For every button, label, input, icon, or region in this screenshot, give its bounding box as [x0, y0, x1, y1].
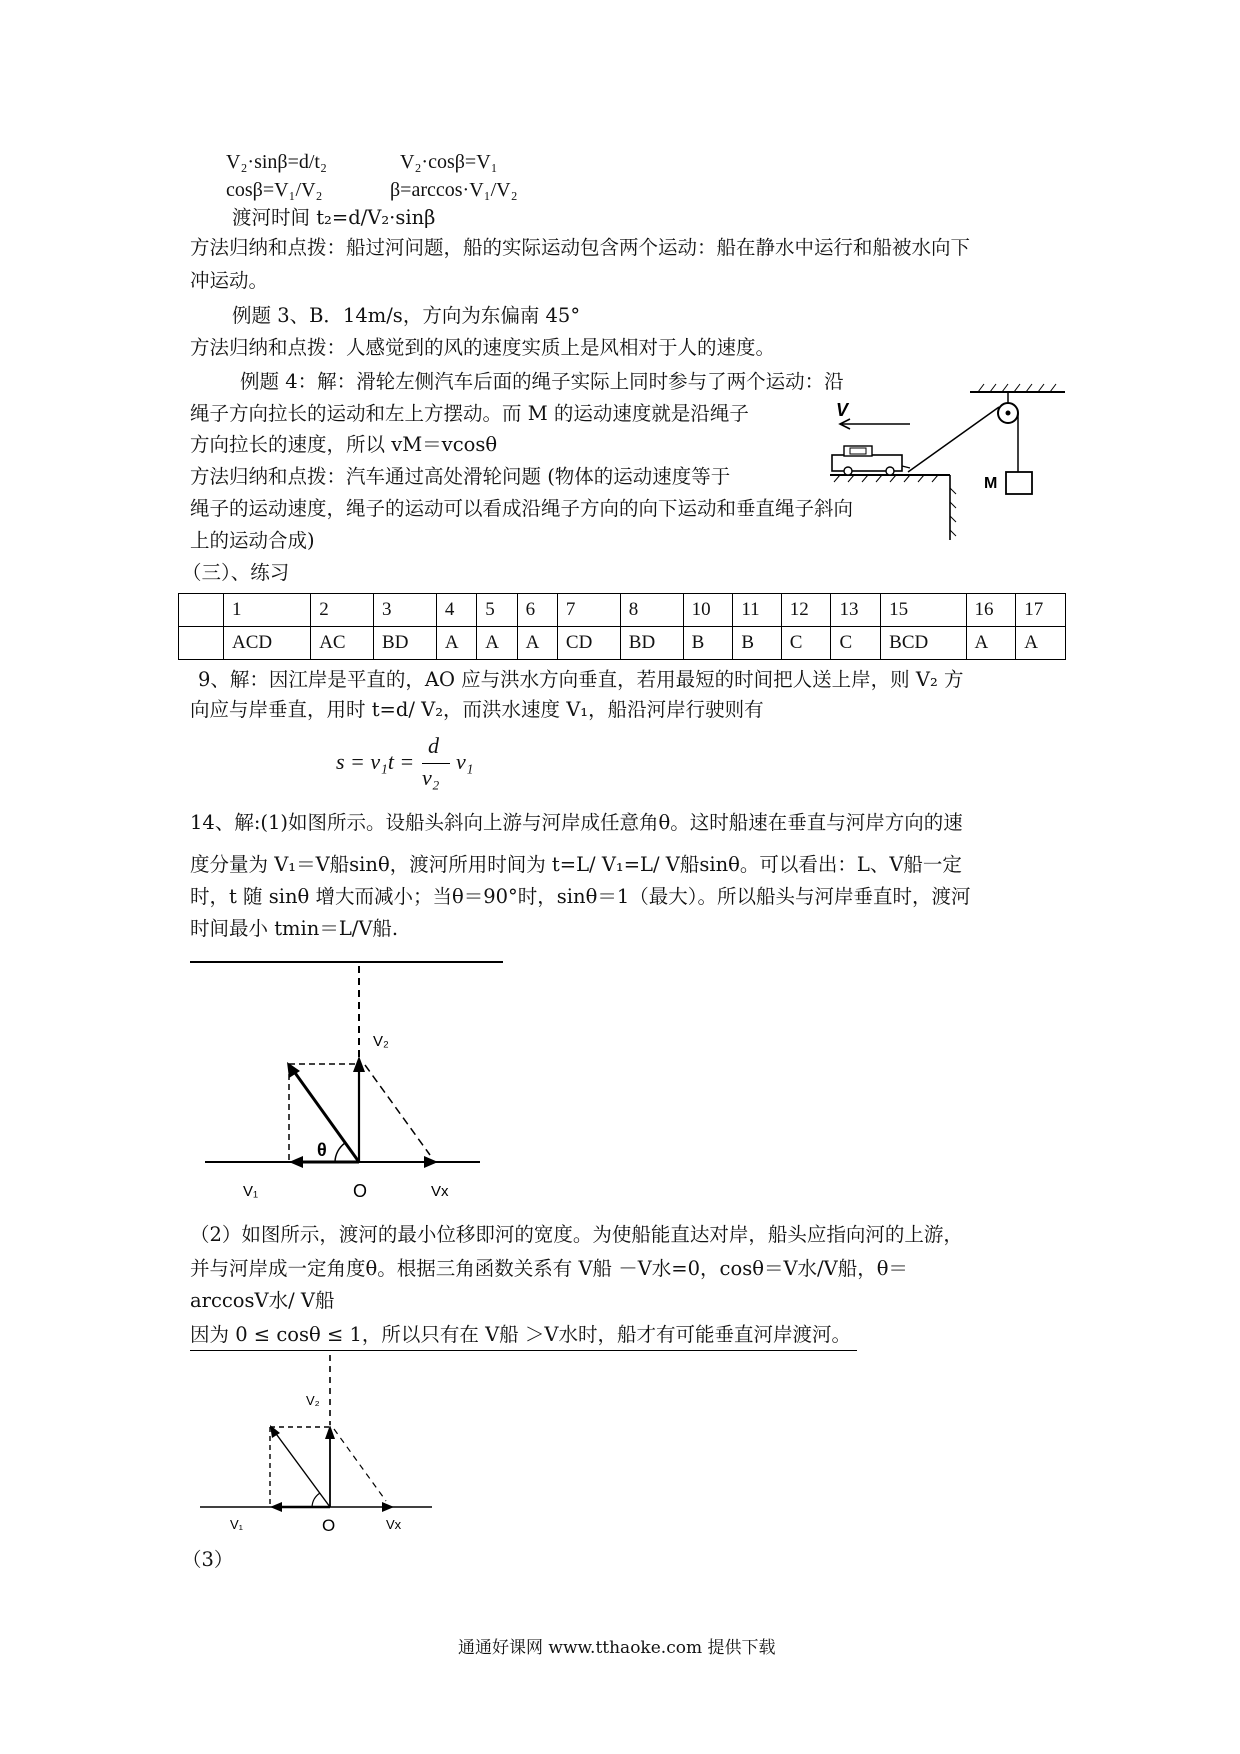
table-cell: A [966, 627, 1016, 660]
part-2-line-1: （2）如图所示，渡河的最小位移即河的宽度。为使船能直达对岸，船头应指向河的上游， [190, 1223, 963, 1246]
table-cell: B [683, 627, 733, 660]
eq-line-1b: V₂·cosβ=V₁ [400, 151, 498, 173]
method-note-3-line-3: 上的运动合成) [190, 529, 315, 552]
table-cell: 2 [311, 594, 374, 627]
table-cell: 7 [557, 594, 620, 627]
method-note-2: 方法归纳和点拨：人感觉到的风的速度实质上是风相对于人的速度。 [190, 336, 776, 359]
table-cell: C [781, 627, 831, 660]
method-note-3: 方法归纳和点拨：汽车通过高处滑轮问题 (物体的运动速度等于 [190, 465, 731, 488]
eq-line-2b: β=arccos·V₁/V₂ [390, 179, 518, 201]
theta-label: θ [317, 1140, 327, 1160]
table-row [179, 627, 1066, 660]
practice-heading: （三）、练习 [182, 561, 290, 584]
velocity-diagram-2 [200, 1355, 440, 1555]
eq-line-2a: cosβ=V₁/V₂ [226, 179, 323, 201]
distance-formula [336, 733, 496, 793]
example-4-line-2: 绳子方向拉长的运动和左上方摆动。而 M 的运动速度就是沿绳子 [190, 402, 749, 425]
table-cell: 10 [683, 594, 733, 627]
table-cell: ACD [224, 627, 311, 660]
table-cell: 8 [620, 594, 683, 627]
v2-label: V₂ [306, 1393, 320, 1408]
formula-rhs: v₁ [456, 749, 474, 774]
part-2-line-2: 并与河岸成一定角度θ。根据三角函数关系有 V船 －V水=0，cosθ＝V水/V船，θ＝ [190, 1257, 908, 1280]
table-cell: A [436, 627, 476, 660]
example-3-answer: 例题 3、B．14m/s，方向为东偏南 45° [232, 304, 581, 327]
table-cell: 5 [477, 594, 517, 627]
table-cell: 15 [881, 594, 966, 627]
table-cell: 12 [781, 594, 831, 627]
pulley-v-label: V [836, 400, 849, 420]
crossing-time-line: 渡河时间 t₂=d/V₂·sinβ [232, 206, 436, 229]
table-cell: 3 [374, 594, 437, 627]
table-cell: BCD [881, 627, 966, 660]
method-note-3-line-2: 绳子的运动速度，绳子的运动可以看成沿绳子方向的向下运动和垂直绳子斜向 [190, 497, 854, 520]
velocity-diagram-1 [185, 950, 505, 1205]
part-2-line-3: arccosV水/ V船 [190, 1289, 335, 1312]
table-cell: A [1016, 627, 1066, 660]
v2-label: V₂ [373, 1033, 389, 1050]
page-footer: 通通好课网 www.tthaoke.com 提供下载 [458, 1638, 776, 1658]
table-cell: 11 [733, 594, 781, 627]
table-cell: 13 [831, 594, 881, 627]
table-cell: A [477, 627, 517, 660]
problem-14-line-1: 14、解:(1)如图所示。设船头斜向上游与河岸成任意角θ。这时船速在垂直与河岸方向的速 [190, 811, 963, 834]
formula-numerator: d [428, 733, 439, 758]
v1-label: V₁ [243, 1183, 259, 1200]
table-cell: 6 [517, 594, 557, 627]
origin-label: O [322, 1516, 336, 1535]
vx-label: Vx [431, 1183, 449, 1200]
table-cell: 16 [966, 594, 1016, 627]
vx-label: Vx [386, 1517, 402, 1532]
table-cell: AC [311, 627, 374, 660]
table-cell: BD [620, 627, 683, 660]
problem-14-line-2: 度分量为 V₁＝V船sinθ，渡河所用时间为 t=L/ V₁=L/ V船sinθ。可以看出：L、V船一定 [190, 853, 962, 876]
method-note-1-cont: 冲运动。 [190, 269, 269, 292]
formula-denominator: v₂ [422, 765, 440, 790]
eq-line-1a: V₂·sinβ=d/t₂ [226, 151, 327, 173]
table-row [179, 594, 1066, 627]
formula-lhs: s = v₁t = [336, 749, 415, 774]
pulley-m-label: M [984, 475, 998, 492]
table-cell: 17 [1016, 594, 1066, 627]
pulley-diagram [820, 380, 1080, 540]
problem-14-line-4: 时间最小 tmin＝L/V船. [190, 917, 399, 940]
problem-9-line-2: 向应与岸垂直，用时 t=d/ V₂，而洪水速度 V₁，船沿河岸行驶则有 [190, 698, 764, 721]
table-cell: C [831, 627, 881, 660]
formula-bar [422, 763, 450, 764]
table-cell: 4 [436, 594, 476, 627]
table-cell: BD [374, 627, 437, 660]
part-2-line-4: 因为 0 ≤ cosθ ≤ 1，所以只有在 V船 ＞V水时，船才有可能垂直河岸渡河。 [190, 1320, 857, 1351]
method-note-1: 方法归纳和点拨：船过河问题，船的实际运动包含两个运动：船在静水中运行和船被水向下 [190, 236, 971, 259]
example-4-answer: 例题 4：解：滑轮左侧汽车后面的绳子实际上同时参与了两个运动：沿 [240, 370, 844, 393]
table-cell: B [733, 627, 781, 660]
answer-table [178, 593, 1066, 660]
problem-9-line-1: 9、解：因江岸是平直的，AO 应与洪水方向垂直，若用最短的时间把人送上岸，则 V₂ 方 [198, 668, 964, 691]
origin-label: O [353, 1181, 368, 1201]
table-cell: CD [557, 627, 620, 660]
example-4-line-3: 方向拉长的速度，所以 vM＝vcosθ [190, 433, 498, 456]
v1-label: V₁ [230, 1517, 244, 1532]
table-cell: A [517, 627, 557, 660]
part-3-label: （3） [182, 1548, 234, 1571]
problem-14-line-3: 时，t 随 sinθ 增大而减小；当θ＝90°时，sinθ＝1（最大）。所以船头与河岸垂直时，渡河 [190, 885, 971, 908]
table-cell: 1 [224, 594, 311, 627]
